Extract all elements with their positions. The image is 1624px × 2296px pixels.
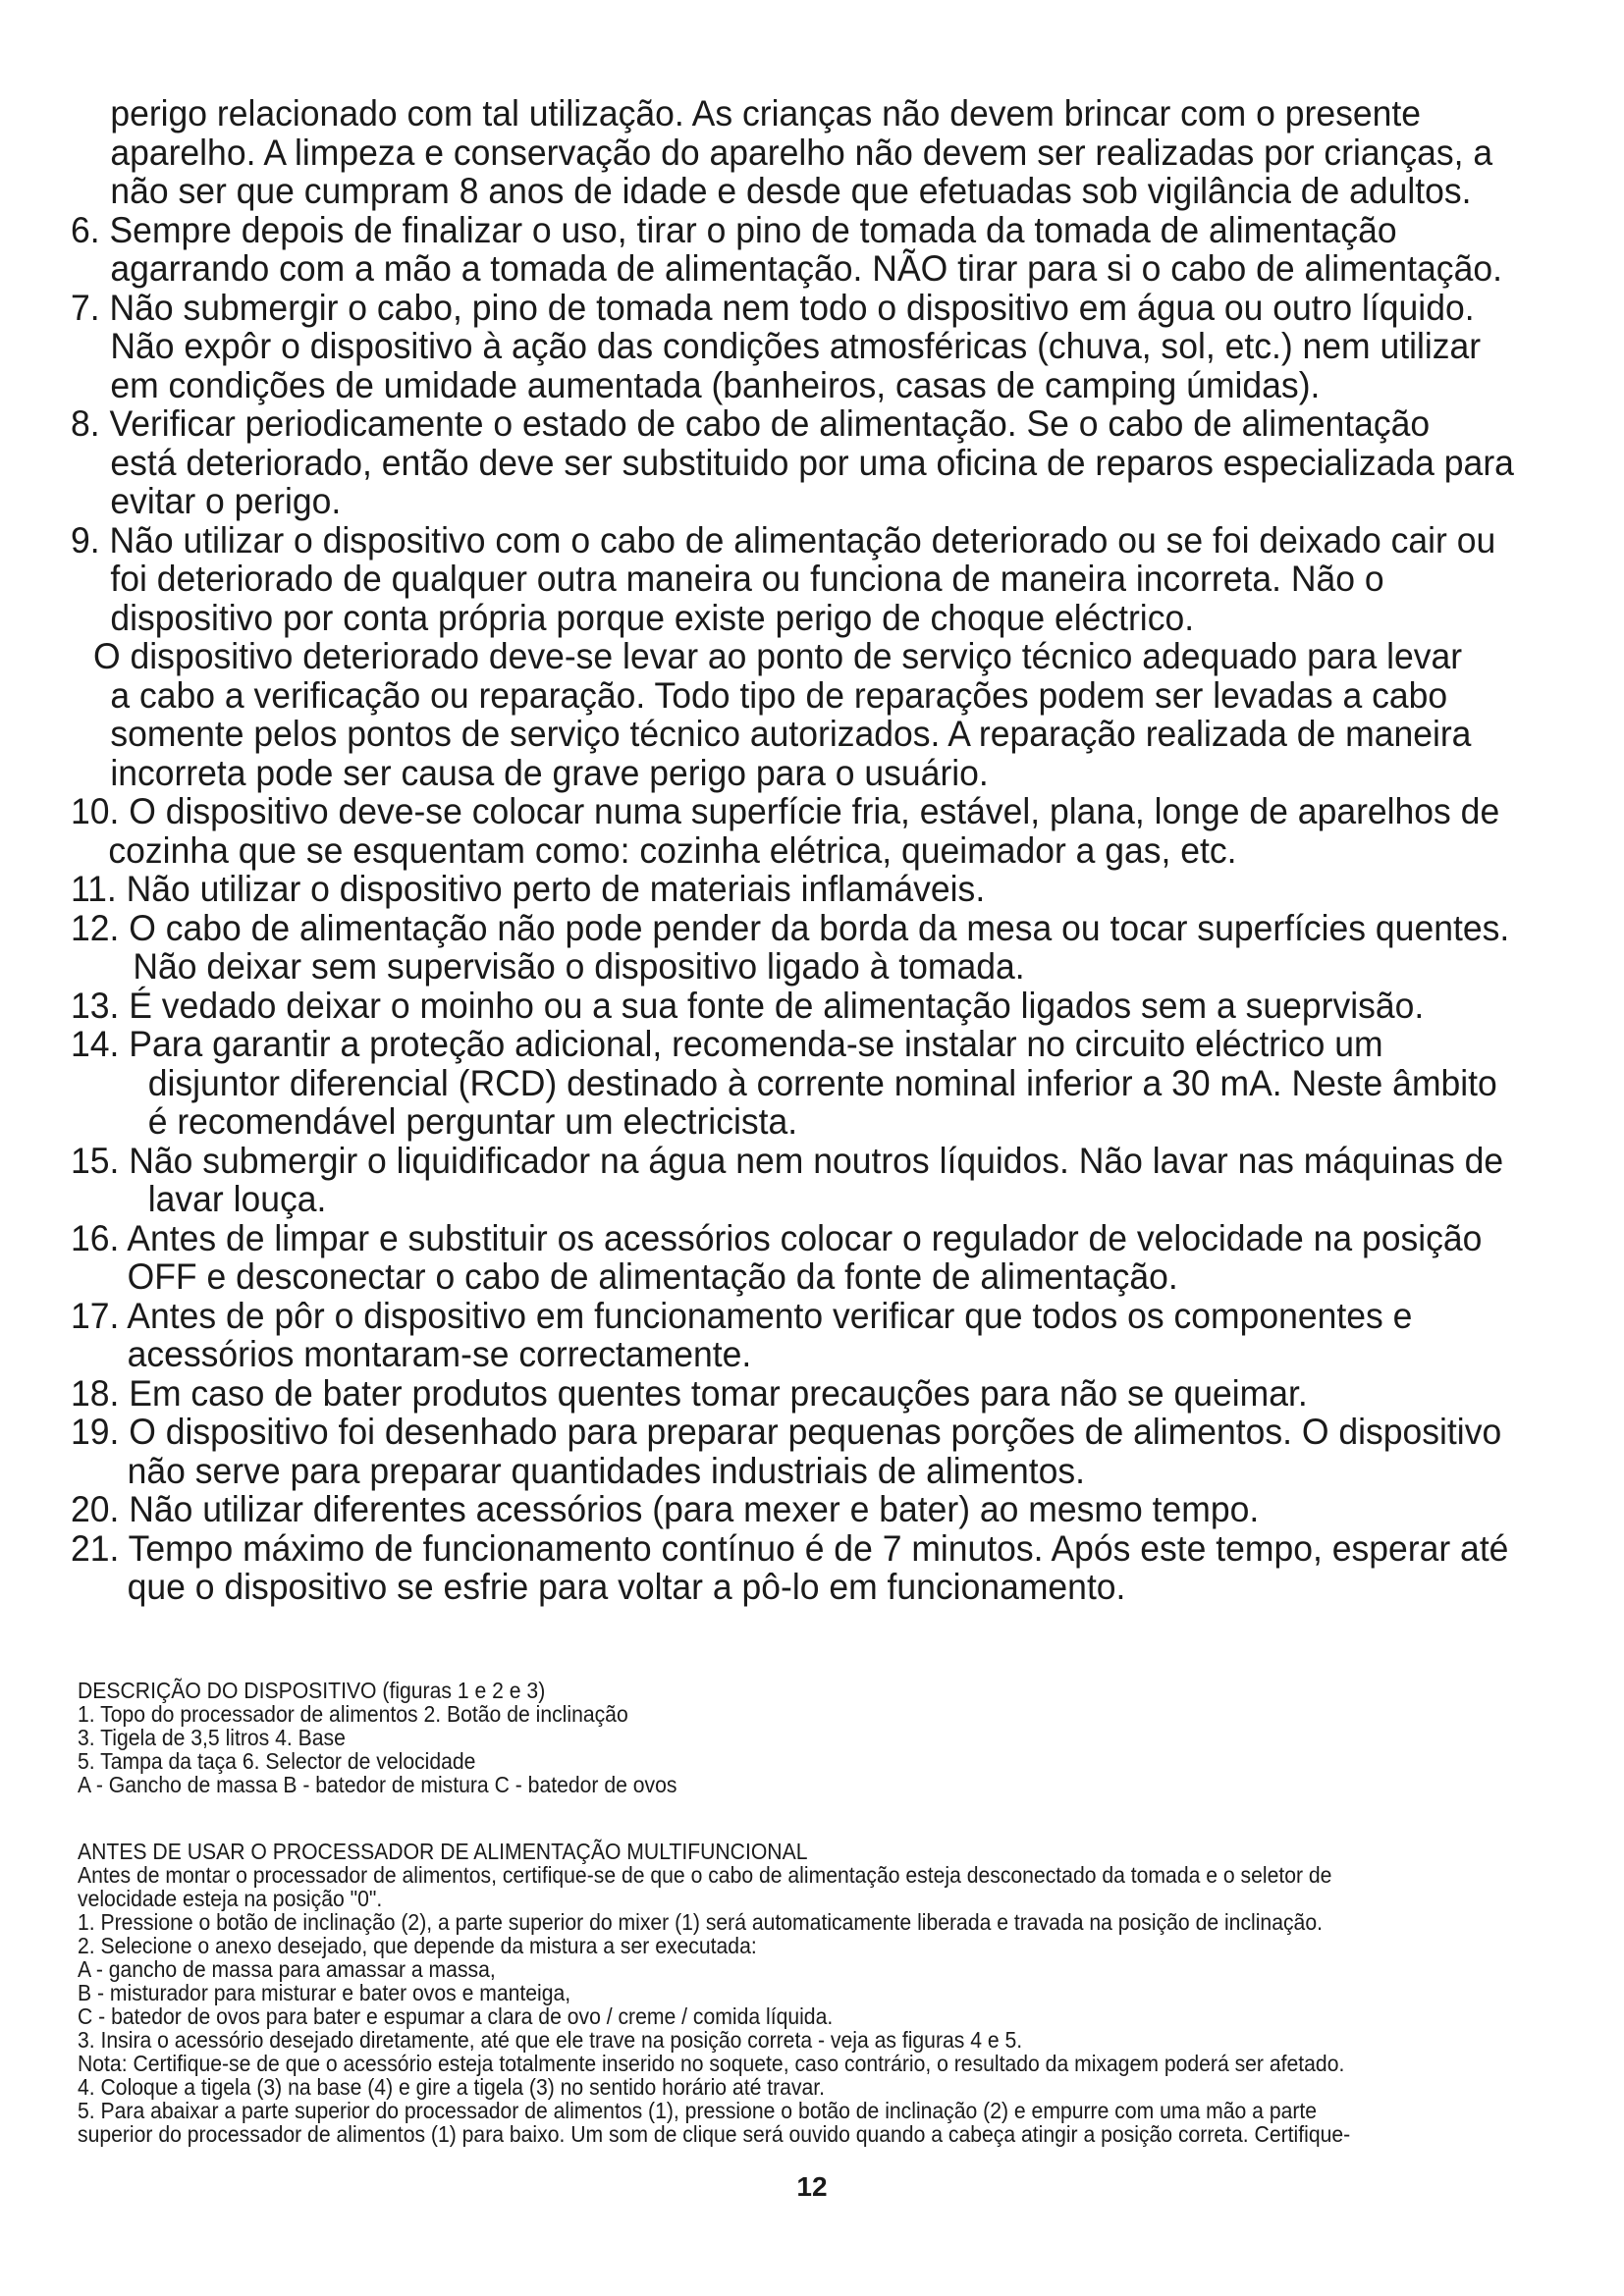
text-line: 2. Selecione o anexo desejado, que depende da mistura a ser executada: (78, 1933, 757, 1958)
text-line: 6. Sempre depois de finalizar o uso, tirar o pino de tomada da tomada de alimentação (71, 209, 1397, 250)
text-line: a cabo a verificação ou reparação. Todo tipo de reparações podem ser levadas a cabo (110, 674, 1448, 716)
text-line: A - Gancho de massa B - batedor de mistura C - batedor de ovos (78, 1772, 677, 1797)
list-item-8 (71, 404, 1573, 521)
text-line: 5. Tampa da taça 6. Selector de velocidade (78, 1748, 476, 1774)
text-line: incorreta pode ser causa de grave perigo para o usuário. (110, 752, 989, 793)
list-item-9 (71, 521, 1573, 793)
text-line: B - misturador para misturar e bater ovos e manteiga, (78, 1980, 571, 2005)
text-line: 15. Não submergir o liquidificador na água nem noutros líquidos. Não lavar nas máquinas de (71, 1140, 1504, 1181)
text-line: Não expôr o dispositivo à ação das condições atmosféricas (chuva, sol, etc.) nem utilizar (110, 326, 1482, 366)
text-line: 4. Coloque a tigela (3) na base (4) e gire a tigela (3) no sentido horário até travar. (78, 2074, 826, 2100)
text-line: 17. Antes de pôr o dispositivo em funcionamento verificar que todos os componentes e (71, 1295, 1413, 1336)
section-heading: DESCRIÇÃO DO DISPOSITIVO (figuras 1 e 2 e 3) (78, 1678, 546, 1703)
text-line: Não deixar sem supervisão o dispositivo ligado à tomada. (133, 946, 1025, 987)
text-line: C - batedor de ovos para bater e espumar a clara de ovo / creme / comida líquida. (78, 2003, 834, 2029)
list-item-13 (71, 987, 1573, 1026)
page-content (71, 94, 1573, 1607)
text-line: 7. Não submergir o cabo, pino de tomada nem todo o dispositivo em água ou outro líquido. (71, 287, 1475, 328)
text-line: cozinha que se esquentam como: cozinha elétrica, queimador a gas, etc. (108, 829, 1237, 871)
text-line: está deteriorado, então deve ser substituido por uma oficina de reparos especializada para (110, 442, 1514, 483)
text-line: dispositivo por conta própria porque existe perigo de choque eléctrico. (110, 597, 1195, 638)
list-item-15 (71, 1142, 1573, 1219)
safety-instructions (71, 94, 1573, 1607)
text-line: 8. Verificar periodicamente o estado de cabo de alimentação. Se o cabo de alimentação (71, 403, 1431, 444)
text-line: não ser que cumpram 8 anos de idade e desde que efetuadas sob vigilância de adultos. (110, 171, 1472, 211)
text-line: 3. Tigela de 3,5 litros 4. Base (78, 1725, 346, 1750)
text-line: 19. O dispositivo foi desenhado para preparar pequenas porções de alimentos. O dispositivo (71, 1412, 1502, 1452)
text-line: 13. É vedado deixar o moinho ou a sua fonte de alimentação ligados sem a sueprvisão. (71, 985, 1425, 1026)
list-item-10 (71, 792, 1573, 870)
text-line: A - gancho de massa para amassar a massa, (78, 1956, 496, 1982)
list-item-14 (71, 1025, 1573, 1142)
text-line: foi deteriorado de qualquer outra maneira ou funciona de maneira incorreta. Não o (110, 559, 1384, 599)
text-line: 10. O dispositivo deve-se colocar numa superfície fria, estável, plana, longe de aparelhos de (71, 791, 1500, 831)
list-item-19 (71, 1413, 1573, 1490)
before-use-section (78, 1840, 1580, 2146)
list-item-6 (71, 211, 1573, 289)
text-line: Antes de montar o processador de alimentos, certifique-se de que o cabo de alimentação esteja desconectado da tomada e o seletor de (78, 1862, 1332, 1888)
page-number: 12 (796, 2171, 828, 2202)
list-item-11 (71, 870, 1573, 909)
text-line: 21. Tempo máximo de funcionamento contínuo é de 7 minutos. Após este tempo, esperar até (71, 1527, 1509, 1569)
text-line: OFF e desconectar o cabo de alimentação da fonte de alimentação. (127, 1256, 1178, 1297)
text-line: O dispositivo deteriorado deve-se levar ao ponto de serviço técnico adequado para levar (93, 636, 1463, 676)
text-line: 16. Antes de limpar e substituir os acessórios colocar o regulador de velocidade na posição (71, 1217, 1483, 1258)
list-item-7 (71, 289, 1573, 405)
text-line: 14. Para garantir a proteção adicional, recomenda-se instalar no circuito eléctrico um (71, 1024, 1383, 1064)
text-line: é recomendável perguntar um electricista. (147, 1101, 798, 1142)
text-line: lavar louça. (147, 1179, 327, 1219)
text-line: 1. Topo do processador de alimentos 2. Botão de inclinação (78, 1701, 628, 1727)
list-item-18 (71, 1374, 1573, 1414)
text-line: 9. Não utilizar o dispositivo com o cabo de alimentação deteriorado ou se foi deixado cair ou (71, 519, 1496, 561)
text-line: 20. Não utilizar diferentes acessórios (para mexer e bater) ao mesmo tempo. (71, 1489, 1260, 1529)
text-line: 1. Pressione o botão de inclinação (2), a parte superior do mixer (1) será automaticamente liberada e travada na posição de inclinação. (78, 1909, 1323, 1935)
list-item-17 (71, 1297, 1573, 1374)
text-line: 11. Não utilizar o dispositivo perto de materiais inflamáveis. (71, 869, 986, 909)
text-line: que o dispositivo se esfrie para voltar a pô-lo em funcionamento. (127, 1567, 1126, 1607)
text-line: acessórios montaram-se correctamente. (127, 1334, 752, 1374)
text-line: 18. Em caso de bater produtos quentes tomar precauções para não se queimar. (71, 1372, 1308, 1414)
list-item-21 (71, 1529, 1573, 1607)
text-line: evitar o perigo. (110, 481, 342, 521)
text-line: disjuntor diferencial (RCD) destinado à corrente nominal inferior a 30 mA. Neste âmbito (147, 1062, 1497, 1103)
text-line: não serve para preparar quantidades industriais de alimentos. (127, 1450, 1086, 1491)
text-line: 5. Para abaixar a parte superior do processador de alimentos (1), pressione o botão de inclinação (2) e empurre com uma mão a parte (78, 2098, 1318, 2123)
list-item-12 (71, 909, 1573, 987)
text-line: velocidade esteja na posição "0". (78, 1886, 383, 1911)
device-description (78, 1679, 1580, 1796)
section-heading: ANTES DE USAR O PROCESSADOR DE ALIMENTAÇÃO MULTIFUNCIONAL (78, 1839, 808, 1864)
text-line: em condições de umidade aumentada (banheiros, casas de camping úmidas). (110, 364, 1321, 405)
text-line: somente pelos pontos de serviço técnico autorizados. A reparação realizada de maneira (110, 714, 1472, 754)
intro-paragraph (71, 94, 1573, 211)
text-line: Nota: Certifique-se de que o acessório esteja totalmente inserido no soquete, caso contrário, o resultado da mixagem poderá ser afetado. (78, 2051, 1345, 2076)
text-line: 12. O cabo de alimentação não pode pender da borda da mesa ou tocar superfícies quentes. (71, 907, 1510, 948)
text-line: aparelho. A limpeza e conservação do aparelho não devem ser realizadas por crianças, a (110, 132, 1493, 173)
list-item-20 (71, 1490, 1573, 1529)
text-line: perigo relacionado com tal utilização. As crianças não devem brincar com o presente (110, 93, 1422, 133)
text-line: 3. Insira o acessório desejado diretamente, até que ele trave na posição correta - veja as figuras 4 e 5. (78, 2027, 1023, 2053)
list-item-16 (71, 1219, 1573, 1297)
text-line: superior do processador de alimentos (1) para baixo. Um som de clique será ouvido quando a cabeça atingir a posição correta. Certifique- (78, 2121, 1351, 2147)
text-line: agarrando com a mão a tomada de alimentação. NÃO tirar para si o cabo de alimentação. (110, 248, 1502, 289)
